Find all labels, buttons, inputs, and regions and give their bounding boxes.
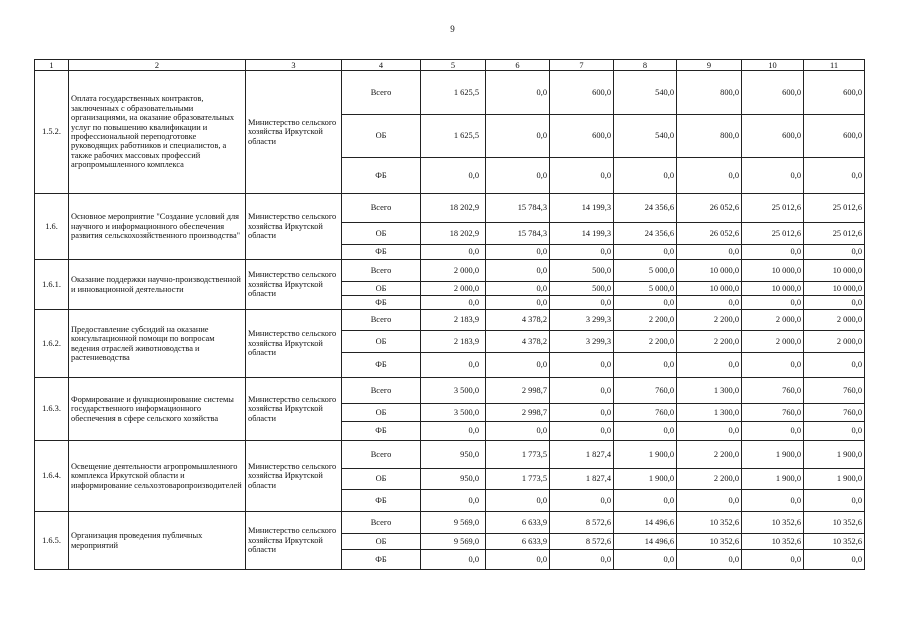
amount-cell: 1 773,5: [486, 441, 550, 469]
amount-cell: 25 012,6: [804, 194, 865, 223]
column-header: 6: [486, 60, 550, 71]
item-code: 1.6.: [35, 194, 69, 260]
amount-cell: 0,0: [486, 282, 550, 296]
item-code: 1.6.1.: [35, 260, 69, 310]
amount-cell: 0,0: [550, 550, 614, 570]
amount-cell: 1 900,0: [742, 441, 804, 469]
amount-cell: 0,0: [486, 245, 550, 260]
item-name: Предоставление субсидий на оказание консультационной помощи по вопросам ведения отраслей животноводства и растениеводства: [69, 310, 246, 378]
amount-cell: 1 773,5: [486, 469, 550, 490]
amount-cell: 0,0: [677, 490, 742, 512]
amount-cell: 18 202,9: [421, 194, 486, 223]
amount-cell: 1 300,0: [677, 404, 742, 422]
amount-cell: 0,0: [486, 260, 550, 282]
amount-cell: 600,0: [804, 71, 865, 115]
amount-cell: 760,0: [742, 404, 804, 422]
amount-cell: 0,0: [742, 245, 804, 260]
funding-source: ФБ: [342, 490, 421, 512]
amount-cell: 0,0: [614, 353, 677, 378]
amount-cell: 2 998,7: [486, 404, 550, 422]
amount-cell: 14 496,6: [614, 534, 677, 550]
amount-cell: 0,0: [742, 353, 804, 378]
amount-cell: 26 052,6: [677, 223, 742, 245]
amount-cell: 0,0: [614, 550, 677, 570]
amount-cell: 10 000,0: [804, 260, 865, 282]
item-code: 1.5.2.: [35, 71, 69, 194]
amount-cell: 8 572,6: [550, 534, 614, 550]
amount-cell: 600,0: [550, 71, 614, 115]
amount-cell: 1 827,4: [550, 469, 614, 490]
amount-cell: 0,0: [677, 296, 742, 310]
table-row: [35, 71, 865, 115]
item-name: Освещение деятельности агропромышленного комплекса Иркутской области и информирование сельхозтоваропроизводителей: [69, 441, 246, 512]
amount-cell: 0,0: [804, 422, 865, 441]
amount-cell: 2 000,0: [804, 331, 865, 353]
amount-cell: 0,0: [742, 422, 804, 441]
funding-source: ОБ: [342, 282, 421, 296]
amount-cell: 0,0: [614, 245, 677, 260]
item-executor: Министерство сельского хозяйства Иркутской области: [246, 310, 342, 378]
amount-cell: 760,0: [742, 378, 804, 404]
amount-cell: 15 784,3: [486, 194, 550, 223]
amount-cell: 0,0: [421, 422, 486, 441]
amount-cell: 2 183,9: [421, 331, 486, 353]
amount-cell: 2 200,0: [677, 469, 742, 490]
amount-cell: 600,0: [550, 115, 614, 158]
amount-cell: 950,0: [421, 469, 486, 490]
amount-cell: 1 900,0: [614, 469, 677, 490]
item-name: Оплата государственных контрактов, заключенных с образовательными организациями, на оказание образовательных услуг по повышению квалификации и профессиональной переподготовке руководящих работников и специалистов, а также рабочих массовых профессий агропромышленного комплекса: [69, 71, 246, 194]
amount-cell: 2 000,0: [421, 260, 486, 282]
table-row: [35, 441, 865, 469]
amount-cell: 14 199,3: [550, 194, 614, 223]
amount-cell: 10 352,6: [804, 534, 865, 550]
amount-cell: 540,0: [614, 115, 677, 158]
amount-cell: 2 200,0: [677, 441, 742, 469]
item-name: Формирование и функционирование системы государственного информационного обеспечения в сфере сельского хозяйства: [69, 378, 246, 441]
amount-cell: 0,0: [550, 245, 614, 260]
funding-source: ФБ: [342, 422, 421, 441]
amount-cell: 760,0: [804, 404, 865, 422]
amount-cell: 1 300,0: [677, 378, 742, 404]
column-header: 8: [614, 60, 677, 71]
funding-source: ОБ: [342, 115, 421, 158]
amount-cell: 0,0: [550, 404, 614, 422]
amount-cell: 0,0: [804, 353, 865, 378]
amount-cell: 0,0: [486, 71, 550, 115]
amount-cell: 2 000,0: [421, 282, 486, 296]
amount-cell: 10 352,6: [742, 512, 804, 534]
item-name: Основное мероприятие "Создание условий для научного и информационного обеспечения развития сельскохозяйственного производства": [69, 194, 246, 260]
amount-cell: 0,0: [421, 490, 486, 512]
table-row: [35, 194, 865, 223]
amount-cell: 26 052,6: [677, 194, 742, 223]
amount-cell: 10 000,0: [742, 260, 804, 282]
amount-cell: 14 199,3: [550, 223, 614, 245]
amount-cell: 600,0: [804, 115, 865, 158]
funding-source: ФБ: [342, 353, 421, 378]
amount-cell: 0,0: [742, 550, 804, 570]
amount-cell: 3 299,3: [550, 331, 614, 353]
amount-cell: 4 378,2: [486, 310, 550, 331]
table-row: [35, 310, 865, 331]
column-header: 3: [246, 60, 342, 71]
amount-cell: 0,0: [677, 245, 742, 260]
amount-cell: 0,0: [677, 353, 742, 378]
amount-cell: 0,0: [614, 490, 677, 512]
amount-cell: 10 000,0: [804, 282, 865, 296]
column-header: 7: [550, 60, 614, 71]
item-name: Оказание поддержки научно-производственной и инновационной деятельности: [69, 260, 246, 310]
amount-cell: 10 352,6: [804, 512, 865, 534]
amount-cell: 9 569,0: [421, 512, 486, 534]
amount-cell: 0,0: [486, 490, 550, 512]
amount-cell: 4 378,2: [486, 331, 550, 353]
funding-source: Всего: [342, 194, 421, 223]
amount-cell: 0,0: [614, 158, 677, 194]
amount-cell: 15 784,3: [486, 223, 550, 245]
amount-cell: 0,0: [550, 353, 614, 378]
amount-cell: 2 200,0: [614, 310, 677, 331]
amount-cell: 6 633,9: [486, 512, 550, 534]
funding-source: Всего: [342, 71, 421, 115]
amount-cell: 0,0: [486, 550, 550, 570]
amount-cell: 0,0: [486, 353, 550, 378]
amount-cell: 0,0: [742, 158, 804, 194]
amount-cell: 2 200,0: [614, 331, 677, 353]
amount-cell: 500,0: [550, 260, 614, 282]
amount-cell: 600,0: [742, 115, 804, 158]
item-code: 1.6.2.: [35, 310, 69, 378]
amount-cell: 760,0: [614, 404, 677, 422]
funding-source: Всего: [342, 310, 421, 331]
amount-cell: 24 356,6: [614, 194, 677, 223]
amount-cell: 2 200,0: [677, 310, 742, 331]
item-executor: Министерство сельского хозяйства Иркутской области: [246, 260, 342, 310]
amount-cell: 0,0: [742, 490, 804, 512]
amount-cell: 24 356,6: [614, 223, 677, 245]
amount-cell: 0,0: [677, 422, 742, 441]
item-executor: Министерство сельского хозяйства Иркутской области: [246, 378, 342, 441]
amount-cell: 600,0: [742, 71, 804, 115]
funding-source: ФБ: [342, 550, 421, 570]
amount-cell: 2 183,9: [421, 310, 486, 331]
column-header: 4: [342, 60, 421, 71]
amount-cell: 0,0: [804, 550, 865, 570]
amount-cell: 1 625,5: [421, 115, 486, 158]
column-header: 2: [69, 60, 246, 71]
amount-cell: 0,0: [486, 158, 550, 194]
amount-cell: 10 000,0: [677, 282, 742, 296]
amount-cell: 0,0: [614, 296, 677, 310]
amount-cell: 0,0: [421, 353, 486, 378]
funding-source: ОБ: [342, 223, 421, 245]
funding-source: Всего: [342, 260, 421, 282]
amount-cell: 0,0: [421, 245, 486, 260]
amount-cell: 25 012,6: [804, 223, 865, 245]
column-header: 9: [677, 60, 742, 71]
amount-cell: 0,0: [804, 158, 865, 194]
amount-cell: 0,0: [486, 422, 550, 441]
amount-cell: 18 202,9: [421, 223, 486, 245]
amount-cell: 760,0: [804, 378, 865, 404]
amount-cell: 10 352,6: [742, 534, 804, 550]
amount-cell: 3 500,0: [421, 404, 486, 422]
amount-cell: 1 827,4: [550, 441, 614, 469]
item-executor: Министерство сельского хозяйства Иркутской области: [246, 441, 342, 512]
amount-cell: 0,0: [804, 296, 865, 310]
amount-cell: 10 352,6: [677, 512, 742, 534]
column-header: 10: [742, 60, 804, 71]
amount-cell: 760,0: [614, 378, 677, 404]
item-executor: Министерство сельского хозяйства Иркутской области: [246, 194, 342, 260]
amount-cell: 14 496,6: [614, 512, 677, 534]
item-code: 1.6.4.: [35, 441, 69, 512]
amount-cell: 0,0: [421, 158, 486, 194]
funding-source: ОБ: [342, 469, 421, 490]
amount-cell: 9 569,0: [421, 534, 486, 550]
table-row: [35, 260, 865, 282]
amount-cell: 0,0: [421, 296, 486, 310]
budget-table: [34, 59, 865, 570]
amount-cell: 800,0: [677, 71, 742, 115]
funding-source: ОБ: [342, 534, 421, 550]
amount-cell: 2 200,0: [677, 331, 742, 353]
amount-cell: 8 572,6: [550, 512, 614, 534]
amount-cell: 800,0: [677, 115, 742, 158]
amount-cell: 0,0: [742, 296, 804, 310]
column-header-row: [35, 60, 865, 71]
funding-source: ФБ: [342, 245, 421, 260]
amount-cell: 0,0: [614, 422, 677, 441]
amount-cell: 0,0: [550, 378, 614, 404]
amount-cell: 1 900,0: [804, 469, 865, 490]
amount-cell: 1 900,0: [742, 469, 804, 490]
amount-cell: 10 000,0: [742, 282, 804, 296]
amount-cell: 1 900,0: [614, 441, 677, 469]
amount-cell: 10 000,0: [677, 260, 742, 282]
amount-cell: 2 998,7: [486, 378, 550, 404]
amount-cell: 0,0: [550, 422, 614, 441]
item-name: Организация проведения публичных мероприятий: [69, 512, 246, 570]
page-number: 9: [450, 24, 455, 34]
amount-cell: 1 900,0: [804, 441, 865, 469]
amount-cell: 0,0: [677, 550, 742, 570]
amount-cell: 10 352,6: [677, 534, 742, 550]
amount-cell: 950,0: [421, 441, 486, 469]
amount-cell: 0,0: [421, 550, 486, 570]
amount-cell: 0,0: [550, 296, 614, 310]
funding-source: ОБ: [342, 331, 421, 353]
amount-cell: 25 012,6: [742, 223, 804, 245]
item-code: 1.6.3.: [35, 378, 69, 441]
amount-cell: 500,0: [550, 282, 614, 296]
amount-cell: 540,0: [614, 71, 677, 115]
item-executor: Министерство сельского хозяйства Иркутской области: [246, 71, 342, 194]
amount-cell: 0,0: [550, 158, 614, 194]
amount-cell: 2 000,0: [804, 310, 865, 331]
amount-cell: 5 000,0: [614, 260, 677, 282]
amount-cell: 3 299,3: [550, 310, 614, 331]
amount-cell: 1 625,5: [421, 71, 486, 115]
amount-cell: 0,0: [486, 296, 550, 310]
funding-source: ОБ: [342, 404, 421, 422]
column-header: 11: [804, 60, 865, 71]
amount-cell: 2 000,0: [742, 310, 804, 331]
funding-source: Всего: [342, 512, 421, 534]
amount-cell: 0,0: [804, 490, 865, 512]
funding-source: Всего: [342, 378, 421, 404]
table-row: [35, 378, 865, 404]
column-header: 1: [35, 60, 69, 71]
table-row: [35, 512, 865, 534]
column-header: 5: [421, 60, 486, 71]
amount-cell: 25 012,6: [742, 194, 804, 223]
amount-cell: 6 633,9: [486, 534, 550, 550]
funding-source: Всего: [342, 441, 421, 469]
amount-cell: 5 000,0: [614, 282, 677, 296]
amount-cell: 0,0: [550, 490, 614, 512]
funding-source: ФБ: [342, 296, 421, 310]
funding-source: ФБ: [342, 158, 421, 194]
amount-cell: 0,0: [486, 115, 550, 158]
amount-cell: 0,0: [804, 245, 865, 260]
item-code: 1.6.5.: [35, 512, 69, 570]
item-executor: Министерство сельского хозяйства Иркутской области: [246, 512, 342, 570]
amount-cell: 2 000,0: [742, 331, 804, 353]
amount-cell: 3 500,0: [421, 378, 486, 404]
amount-cell: 0,0: [677, 158, 742, 194]
